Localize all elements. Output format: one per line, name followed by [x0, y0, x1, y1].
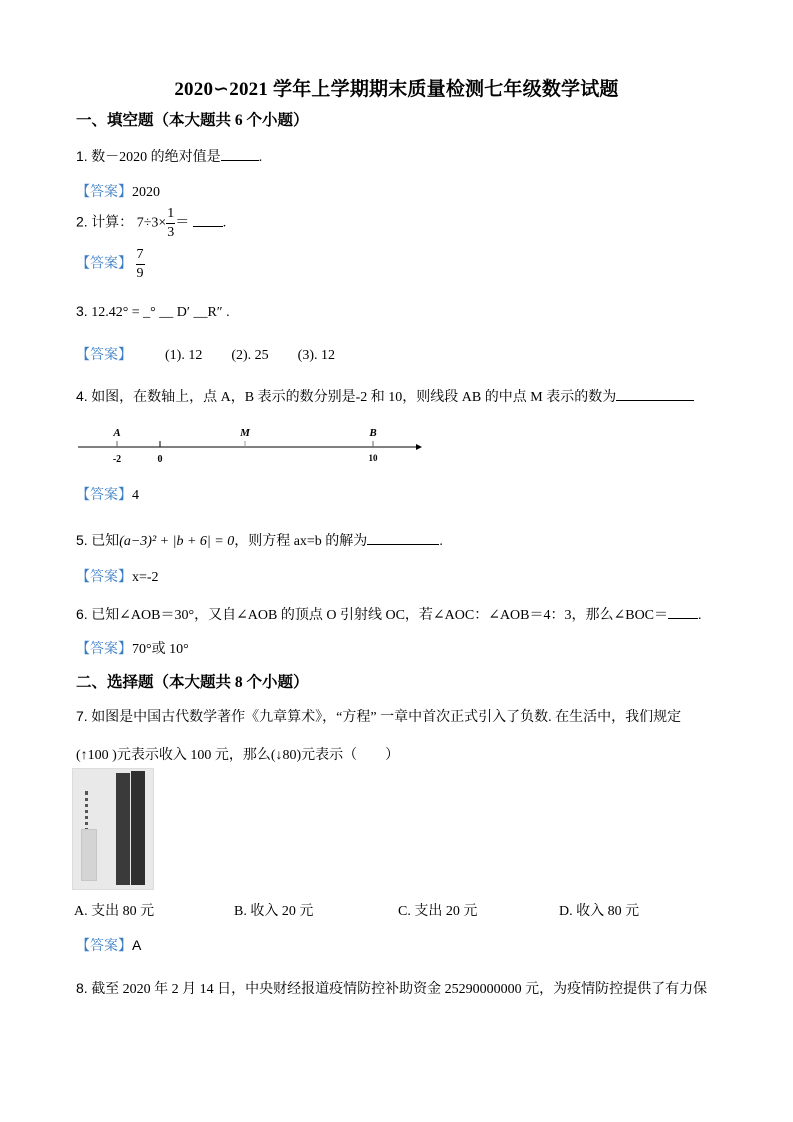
question-number: 3. [76, 303, 88, 319]
answer-value: x=-2 [132, 570, 159, 585]
question-text: 已知 [91, 534, 120, 549]
answer-7 [76, 935, 141, 955]
answer-blank [668, 606, 698, 619]
question-7-line-2: (↑100 )元表示收入 100 元，那么(↓80)元表示（ ） [76, 748, 400, 763]
question-text: 已知∠AOB＝30°，又自∠AOB 的顶点 O 引射线 OC，若∠AOC：∠AOB＝4：3，那么∠BOC＝ [91, 608, 669, 623]
point-label-a: A [113, 427, 121, 439]
question-end: . [439, 534, 443, 549]
option-c: C. 支出 20 元 [398, 904, 478, 919]
math-expression: 7÷3× [136, 215, 167, 231]
question-6 [76, 604, 702, 624]
question-number: 1. [76, 148, 88, 164]
book-image [72, 768, 154, 890]
question-3 [76, 303, 230, 321]
fraction-numerator: 1 [166, 207, 175, 224]
question-8 [76, 978, 707, 998]
book-spine [131, 771, 145, 885]
question-1 [76, 146, 262, 166]
answer-tag: 【答案】 [76, 185, 132, 200]
math-expression: (a−3)² + |b + 6| = 0 [119, 534, 235, 549]
answer-part-1: (1). 12 [165, 348, 203, 363]
answer-tag: 【答案】 [76, 256, 132, 272]
answer-6 [76, 638, 189, 658]
answer-3 [76, 344, 335, 364]
option-d: D. 收入 80 元 [559, 904, 640, 919]
page-title: 2020∽2021 学年上学期期末质量检测七年级数学试题 [174, 79, 619, 100]
question-text: 如图，在数轴上，点 A，B 表示的数分别是-2 和 10，则线段 AB 的中点 M 表示的数为 [91, 390, 617, 405]
fraction-numerator: 7 [136, 248, 145, 265]
question-end: . [698, 608, 702, 623]
fraction-denominator: 3 [167, 225, 175, 240]
question-number: 5. [76, 532, 88, 548]
answer-blank [193, 214, 223, 227]
question-7 [76, 706, 681, 726]
question-number: 2. [76, 213, 88, 230]
point-label-b: B [369, 427, 377, 439]
answer-5 [76, 566, 159, 586]
answer-value: 70°或 10° [132, 642, 189, 657]
option-b: B. 收入 20 元 [234, 904, 314, 919]
answer-tag: 【答案】 [76, 488, 132, 503]
answer-blank [616, 388, 694, 401]
question-5 [76, 530, 443, 550]
question-2 [76, 207, 226, 240]
question-text: 数－2020 的绝对值是 [91, 150, 221, 165]
question-text-after: ，则方程 ax=b 的解为 [234, 534, 368, 549]
answer-fraction [136, 248, 145, 281]
answer-4 [76, 484, 139, 504]
answer-part-2: (2). 25 [231, 348, 269, 363]
answer-2 [76, 248, 145, 281]
question-end: . [222, 215, 227, 231]
answer-blank [367, 532, 439, 545]
answer-tag: 【答案】 [76, 642, 132, 657]
answer-tag: 【答案】 [76, 939, 132, 954]
book-spine [116, 773, 130, 885]
answer-blank [221, 148, 259, 161]
answer-tag: 【答案】 [76, 348, 132, 363]
answer-tag: 【答案】 [76, 570, 132, 585]
question-number: 7. [76, 708, 88, 724]
question-number: 8. [76, 980, 88, 996]
point-label-m: M [240, 427, 250, 439]
equals-sign: ＝ [175, 215, 190, 231]
answer-part-3: (3). 12 [297, 348, 335, 363]
question-end: . [258, 150, 263, 165]
tick-label-neg2: -2 [112, 454, 122, 465]
question-text: 12.42° = _° __ D′ __R″ . [91, 305, 230, 320]
question-number: 4. [76, 388, 88, 404]
number-line-figure [76, 420, 426, 470]
question-text: 截至 2020 年 2 月 14 日，中央财经报道疫情防控补助资金 25290000000 元，为疫情防控提供了有力保 [91, 982, 708, 997]
answer-1 [76, 181, 160, 201]
section-heading-multiple-choice: 二、选择题（本大题共 8 个小题） [76, 674, 309, 691]
option-a: A. 支出 80 元 [74, 904, 155, 919]
tick-label-10: 10 [368, 453, 378, 463]
question-text: 计算： [91, 215, 134, 231]
fraction [166, 207, 175, 240]
question-4 [76, 386, 694, 406]
book-label [81, 829, 97, 881]
answer-value: 4 [132, 488, 139, 503]
question-number: 6. [76, 606, 88, 622]
section-heading-fill-blank: 一、填空题（本大题共 6 个小题） [76, 112, 309, 129]
fraction-denominator: 9 [136, 266, 144, 281]
answer-value: 2020 [132, 185, 160, 200]
question-text-line-1: 如图是中国古代数学著作《九章算术》，“方程” 一章中首次正式引入了负数. 在生活中，我们规定 [91, 710, 682, 725]
answer-value: A [132, 937, 142, 953]
tick-label-0: 0 [157, 454, 163, 465]
